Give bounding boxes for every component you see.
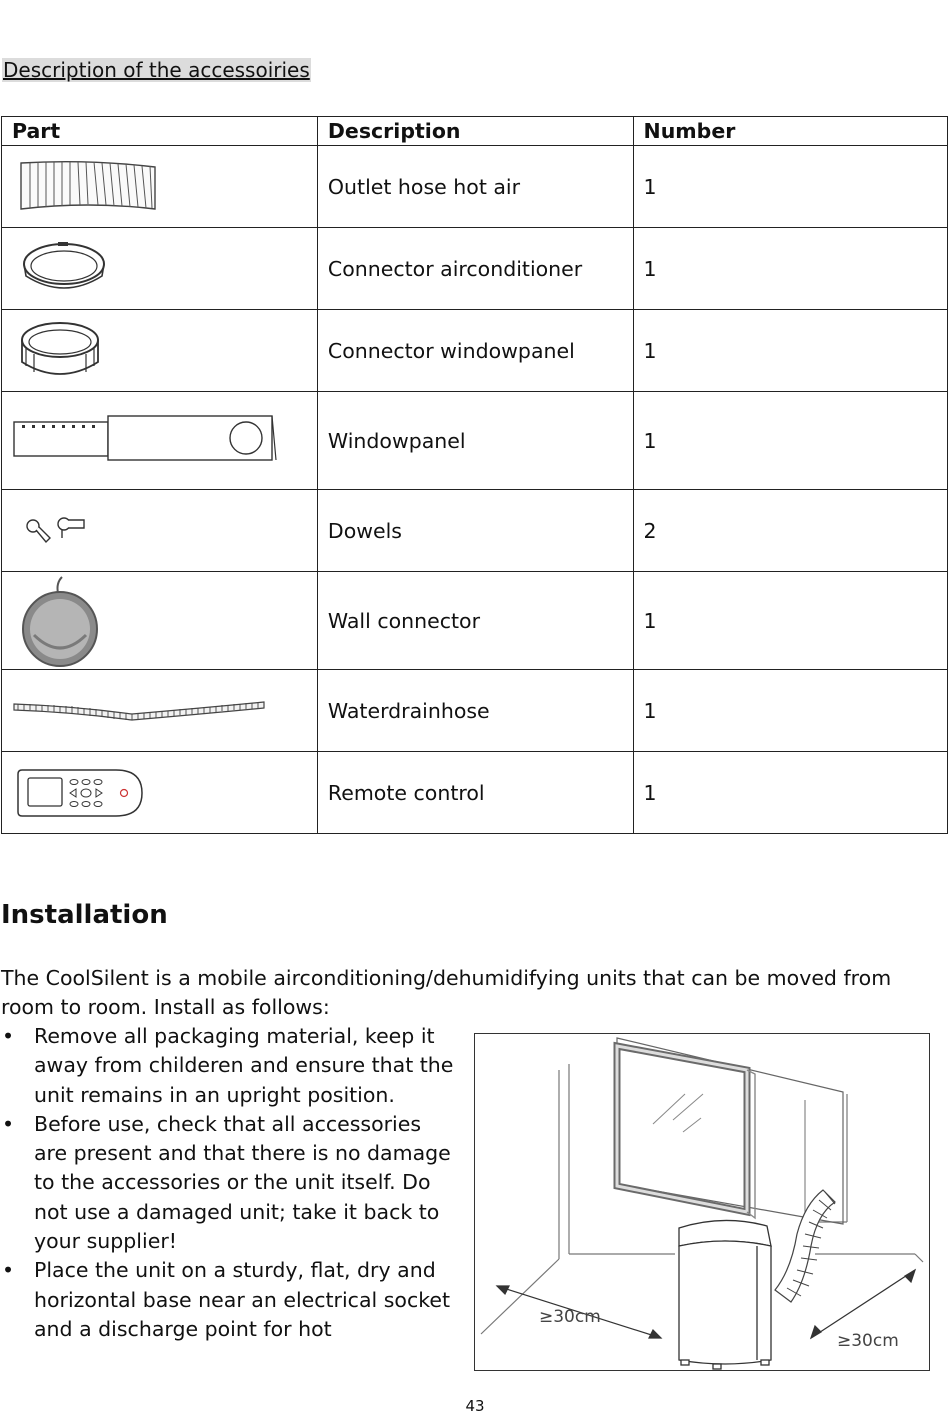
part-cell (2, 752, 318, 834)
waterdrainhose-icon (12, 696, 272, 726)
column-header-number: Number (633, 117, 947, 146)
table-row (2, 572, 948, 670)
column-header-description: Description (317, 117, 633, 146)
wall-connector-icon (18, 575, 108, 667)
windowpanel-icon (12, 414, 282, 468)
description-cell: Dowels (317, 490, 633, 572)
column-header-part: Part (2, 117, 318, 146)
bullet: • (2, 1024, 15, 1048)
installation-heading: Installation (1, 900, 168, 930)
accessories-table (1, 116, 948, 834)
description-cell: Connector airconditioner (317, 228, 633, 310)
list-item (0, 1256, 460, 1344)
table-header-row (2, 117, 948, 146)
bullet: • (2, 1111, 15, 1136)
description-cell: Outlet hose hot air (317, 146, 633, 228)
list-item (0, 1022, 460, 1110)
installation-figure (474, 1033, 930, 1371)
dowels-icon (24, 514, 94, 548)
table-row (2, 310, 948, 392)
step-text: Remove all packaging material, keep it away from childeren and ensure that the unit remains in an upright position. (34, 1024, 454, 1107)
installation-illustration (475, 1034, 929, 1370)
clearance-label-left: ≥30cm (539, 1307, 601, 1327)
number-cell: 1 (633, 572, 947, 670)
bullet: • (2, 1258, 15, 1283)
number-cell: 1 (633, 228, 947, 310)
description-cell: Waterdrainhose (317, 670, 633, 752)
clearance-label-right: ≥30cm (837, 1331, 899, 1351)
table-row (2, 752, 948, 834)
description-cell: Connector windowpanel (317, 310, 633, 392)
step-text: Before use, check that all accessories are present and that there is no damage to the accessories or the unit itself. Do not use a damaged unit; take it back to your supplier! (34, 1111, 451, 1254)
number-cell: 1 (633, 752, 947, 834)
description-cell: Remote control (317, 752, 633, 834)
table-row (2, 490, 948, 572)
part-cell (2, 670, 318, 752)
list-item (0, 1110, 460, 1256)
page-number: 43 (465, 1397, 485, 1415)
part-cell (2, 490, 318, 572)
installation-intro: The CoolSilent is a mobile airconditioning/dehumidifying units that can be moved from room to room. Install as follows: (1, 966, 892, 1020)
table-row (2, 670, 948, 752)
part-cell (2, 228, 318, 310)
outlet-hose-icon (18, 157, 168, 217)
number-cell: 1 (633, 670, 947, 752)
description-cell: Wall connector (317, 572, 633, 670)
part-cell (2, 572, 318, 670)
connector-airconditioner-icon (20, 236, 110, 302)
table-row (2, 228, 948, 310)
table-row (2, 392, 948, 490)
number-cell: 1 (633, 392, 947, 490)
installation-steps (0, 1022, 460, 1344)
part-cell (2, 392, 318, 490)
part-cell (2, 146, 318, 228)
description-cell: Windowpanel (317, 392, 633, 490)
step-text: Place the unit on a sturdy, flat, dry and horizontal base near an electrical socket and a discharge point for hot (34, 1258, 451, 1341)
remote-control-icon (16, 766, 146, 820)
number-cell: 1 (633, 146, 947, 228)
connector-windowpanel-icon (16, 316, 106, 386)
table-row (2, 146, 948, 228)
number-cell: 1 (633, 310, 947, 392)
number-cell: 2 (633, 490, 947, 572)
part-cell (2, 310, 318, 392)
accessories-title: Description of the accessoiries (3, 58, 310, 82)
